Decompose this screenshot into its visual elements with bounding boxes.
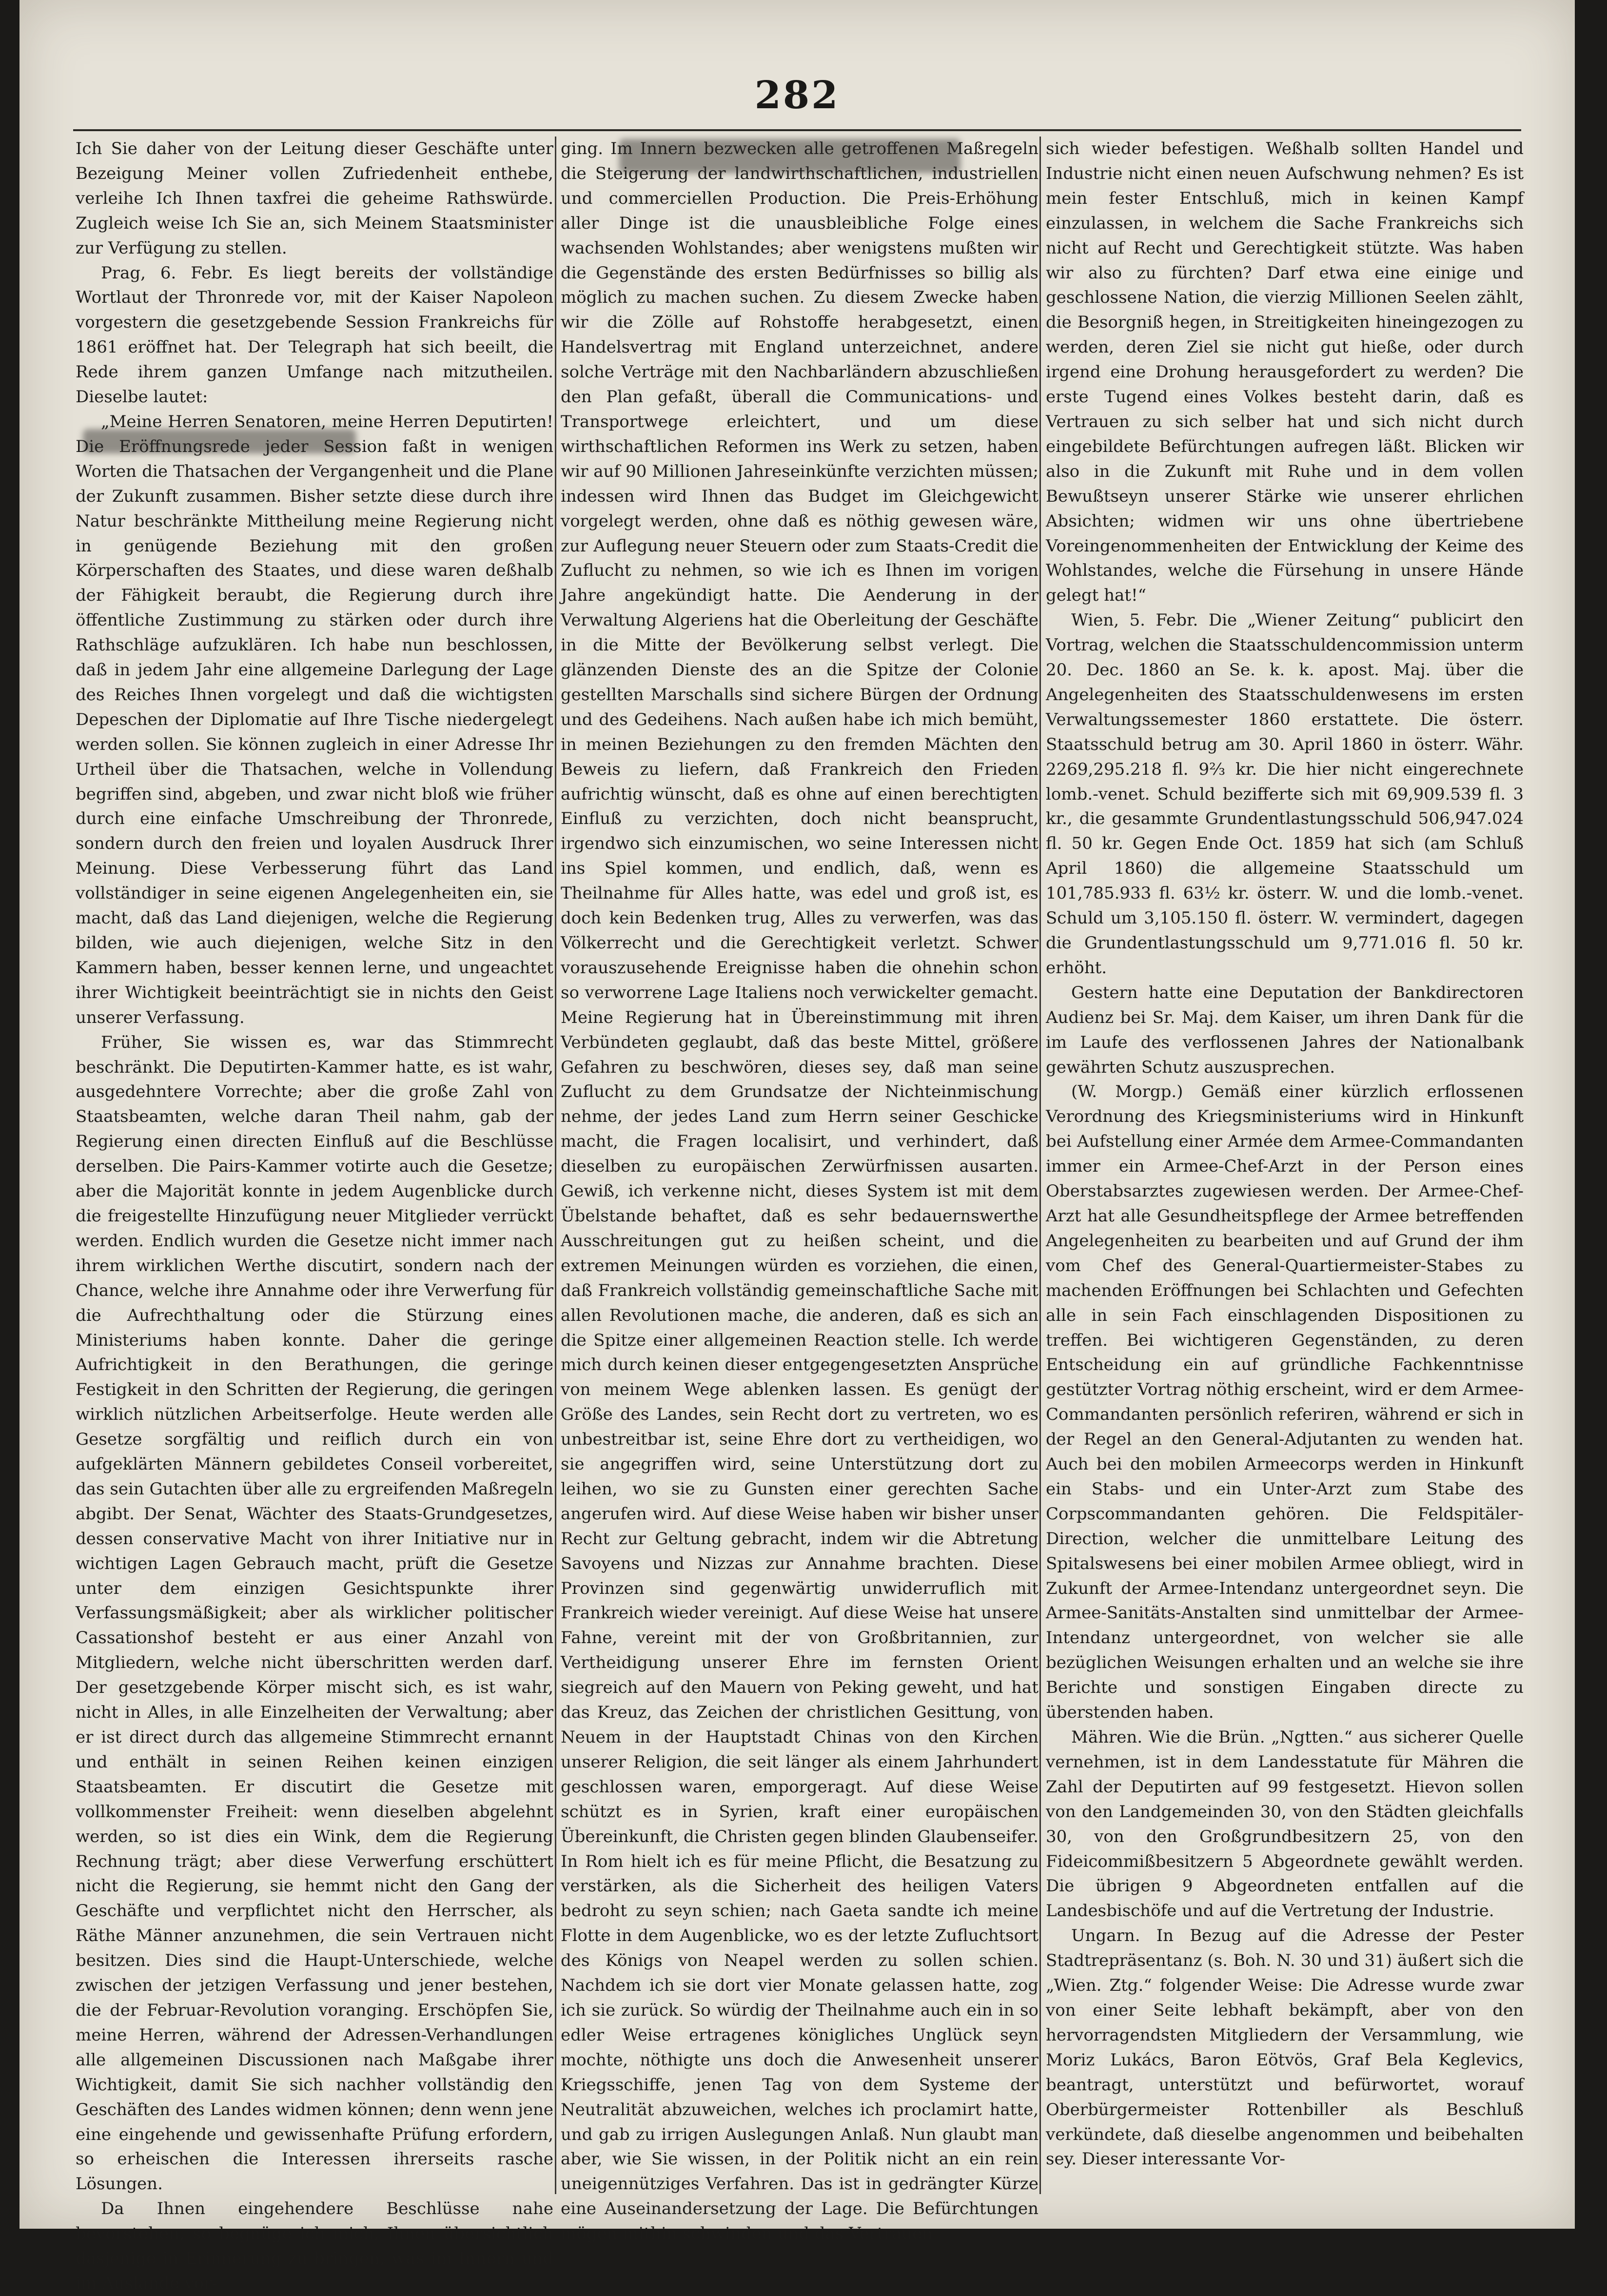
- paragraph: Prag, 6. Febr. Es liegt bereits der vollständige Wortlaut der Thronrede vor, mit der Kaiser Napoleon vorgestern die gesetzgebende Session Frankreichs für 1861 eröffnet hat. Der Telegraph hat sich beeilt, die Rede ihrem ganzen Umfange nach mitzutheilen. Dieselbe lautet:: [76, 263, 553, 407]
- paragraph: sich wieder befestigen. Weßhalb sollten Handel und Industrie nicht einen neuen Aufschwung nehmen? Es ist mein fester Entschluß, mich in keinen Kampf einzulassen, in welchem die Sache Frankreichs sich nicht auf Recht und Gerechtigkeit stützte. Was haben wir also zu fürchten? Darf etwa eine einige und geschlossene Nation, die vierzig Millionen Seelen zählt, die Besorgniß hegen, in Streitigkeiten hineingezogen zu werden, deren Ziel sie nicht gut hieße, oder durch irgend eine Drohung herausgefordert zu werden? Die erste Tugend eines Volkes besteht darin, daß es Vertrauen zu sich selber hat und sich nicht durch eingebildete Befürchtungen aufregen läßt. Blicken wir also in die Zukunft mit Ruhe und in dem vollen Bewußtseyn unserer Stärke wie unserer ehrlichen Absichten; widmen wir uns ohne übertriebene Voreingenommenheiten der Entwicklung der Keime des Wohlstandes, welche die Fürsehung in unsere Hände gelegt hat!“: [1046, 139, 1524, 606]
- paragraph: Mähren. Wie die Brün. „Ngtten.“ aus sicherer Quelle vernehmen, ist in dem Landesstatute für Mähren die Zahl der Deputirten auf 99 festgesetzt. Hievon sollen von den Landgemeinden 30, von den Städten gleichfalls 30, von den Großgrundbesitzern 25, von den Fideicommißbesitzern 5 Abgeordnete gewählt werden. Die übrigen 9 Abgeordneten entfallen auf die Landesbischöfe und auf die Vertretung der Industrie.: [1046, 1727, 1524, 1921]
- paragraph: Ungarn. In Bezug auf die Adresse der Pester Stadtrepräsentanz (s. Boh. N. 30 und 31) äußert sich die „Wien. Ztg.“ folgender Weise: Die Adresse wurde zwar von einer Seite lebhaft bekämpft, aber von den hervorragendsten Mitgliedern der Versammlung, wie Moriz Lukács, Baron Eötvös, Graf Bela Keglevics, beantragt, unterstützt und befürwortet, worauf Oberbürgermeister Rottenbiller als Beschluß verkündete, daß dieselbe angenommen und beibehalten sey. Dieser interessante Vor-: [1046, 1926, 1524, 2169]
- column-2: [561, 137, 1039, 2244]
- header-rule: [73, 129, 1521, 131]
- column-3: [1046, 137, 1524, 2199]
- paragraph: Ich Sie daher von der Leitung dieser Geschäfte unter Bezeigung Meiner vollen Zufriedenheit enthebe, verleihe Ich Ihnen taxfrei die geheime Rathswürde. Zugleich weise Ich Sie an, sich Meinem Staatsminister zur Verfügung zu stellen.: [76, 139, 553, 258]
- ink-smudge: [83, 429, 356, 453]
- paragraph: Früher, Sie wissen es, war das Stimmrecht beschränkt. Die Deputirten-Kammer hatte, es ist wahr, ausgedehntere Vorrechte; aber die große Zahl von Staatsbeamten, welche daran Theil nahm, gab der Regierung einen directen Einfluß auf die Beschlüsse derselben. Die Pairs-Kammer votirte auch die Gesetze; aber die Majorität konnte in jedem Augenblicke durch die freigestellte Hinzufügung neuer Mitglieder verrückt werden. Endlich wurden die Gesetze nicht immer nach ihrem wirklichen Werthe discutirt, sondern nach der Chance, welche ihre Annahme oder ihre Verwerfung für die Aufrechthaltung oder die Stürzung eines Ministeriums haben konnte. Daher die geringe Aufrichtigkeit in den Berathungen, die geringe Festigkeit in den Schritten der Regierung, die geringen wirklich nützlichen Arbeitserfolge. Heute werden alle Gesetze sorgfältig und reiflich durch ein von aufgeklärten Männern gebildetes Conseil vorbereitet, das sein Gutachten über alle zu ergreifenden Maßregeln abgibt. Der Senat, Wächter des Staats-Grundgesetzes, dessen conservative Macht von ihrer Initiative nur in wichtigen Lagen Gebrauch macht, prüft die Gesetze unter dem einzigen Gesichtspunkte ihrer Verfassungsmäßigkeit; aber als wirklicher politischer Cassationshof besteht er aus einer Anzahl von Mitgliedern, welche nicht überschritten werden darf. Der gesetzgebende Körper mischt sich, es ist wahr, nicht in Alles, in alle Einzelheiten der Verwaltung; aber er ist direct durch das allgemeine Stimmrecht ernannt und enthält in seinen Reihen keinen einzigen Staatsbeamten. Er discutirt die Gesetze mit vollkommenster Freiheit: wenn dieselben abgelehnt werden, so ist dies ein Wink, dem die Regierung Rechnung trägt; aber diese Verwerfung erschüttert nicht die Regierung, sie hemmt nicht den Gang der Geschäfte und verpflichtet nicht den Herrscher, als Räthe Männer anzunehmen, die sein Vertrauen nicht besitzen. Dies sind die Haupt-Unterschiede, welche zwischen der jetzigen Verfassung und jener bestehen, die der Februar-Revolution voranging. Erschöpfen Sie, meine Herren, während der Adressen-Verhandlungen alle allgemeinen Discussionen nach Maßgabe ihrer Wichtigkeit, damit Sie sich nachher vollständig den Geschäften des Landes widmen können; denn wenn jene eine eingehende und gewissenhafte Prüfung erfordern, so erheischen die Interessen ihrerseits rasche Lösungen.: [76, 1032, 553, 2194]
- paragraph: Da Ihnen eingehendere Beschlüsse nahe bevorstehen, so begnüge ich mich, Ihnen übersichtlich dasjenige in Erinnerung zu bringen, was im Innern und im Auslande vor-: [76, 2199, 553, 2293]
- newspaper-page: [20, 0, 1575, 2293]
- paragraph: (W. Morgp.) Gemäß einer kürzlich erflossenen Verordnung des Kriegsministeriums wird in Hinkunft bei Aufstellung einer Armée dem Armee-Commandanten immer ein Armee-Chef-Arzt in der Person eines Oberstabsarztes zugewiesen werden. Der Armee-Chef-Arzt hat alle Gesundheitspflege der Armee betreffenden Angelegenheiten zu bearbeiten und auf Grund der ihm vom Chef des General-Quartiermeister-Stabes zu machenden Eröffnungen bei Schlachten und Gefechten alle in sein Fach einschlagenden Dispositionen zu treffen. Bei wichtigeren Gegenständen, zu deren Entscheidung ein auf gründliche Fachkenntnisse gestützter Vortrag nöthig erscheint, wird er dem Armee-Commandanten persönlich referiren, während er sich in der Regel an den General-Adjutanten zu wenden hat. Auch bei den mobilen Armeecorps werden in Hinkunft ein Stabs- und ein Unter-Arzt zum Stabe des Corpscommandanten gehören. Die Feldspitäler-Direction, welcher die unmittelbare Leitung des Spitalswesens bei einer mobilen Armee obliegt, wird in Zukunft der Armee-Intendanz untergeordnet seyn. Die Armee-Sanitäts-Anstalten sind unmittelbar der Armee-Intendanz untergeordnet, von welcher sie alle bezüglichen Weisungen erhalten und an welche sie ihre Berichte und sonstigen Eingaben directe zu überstenden haben.: [1046, 1082, 1524, 1723]
- ink-smudge: [619, 139, 960, 173]
- paragraph: ging. Im Innern bezwecken alle getroffenen Maßregeln die Steigerung der landwirthschaftlichen, industriellen und commerciellen Production. Die Preis-Erhöhung aller Dinge ist die unausbleibliche Folge eines wachsenden Wohlstandes; aber wenigstens mußten wir die Gegenstände des ersten Bedürfnisses so billig als möglich zu machen suchen. Zu diesem Zwecke haben wir die Zölle auf Rohstoffe herabgesetzt, einen Handelsvertrag mit England unterzeichnet, andere solche Verträge mit den Nachbarländern abzuschließen den Plan gefaßt, überall die Communications- und Transportwege erleichtert, und um diese wirthschaftlichen Reformen ins Werk zu setzen, haben wir auf 90 Millionen Jahreseinkünfte verzichten müssen; indessen wird Ihnen das Budget im Gleichgewicht vorgelegt werden, ohne daß es nöthig gewesen wäre, zur Auflegung neuer Steuern oder zum Staats-Credit die Zuflucht zu nehmen, so wie ich es Ihnen im vorigen Jahre angekündigt hatte. Die Aenderung in der Verwaltung Algeriens hat die Oberleitung der Geschäfte in die Mitte der Bevölkerung selbst verlegt. Die glänzenden Dienste des an die Spitze der Colonie gestellten Marschalls sind sichere Bürgen der Ordnung und des Gedeihens. Nach außen habe ich mich bemüht, in meinen Beziehungen zu den fremden Mächten den Beweis zu liefern, daß Frankreich den Frieden aufrichtig wünscht, daß es ohne auf einen berechtigten Einfluß zu verzichten, doch nicht beansprucht, irgendwo sich einzumischen, wo seine Interessen nicht ins Spiel kommen, und endlich, daß, wenn es Theilnahme für Alles hatte, was edel und groß ist, es doch kein Bedenken trug, Alles zu verwerfen, was das Völkerrecht und die Gerechtigkeit verletzt. Schwer vorauszusehende Ereignisse haben die ohnehin schon so verworrene Lage Italiens noch verwickelter gemacht. Meine Regierung hat in Übereinstimmung mit ihren Verbündeten geglaubt, daß das beste Mittel, größere Gefahren zu beschwören, dieses sey, daß man seine Zuflucht zu dem Grundsatze der Nichteinmischung nehme, der jedes Land zum Herrn seiner Geschicke macht, die Fragen localisirt, und verhindert, daß dieselben zu europäischen Zerwürfnissen ausarten. Gewiß, ich verkenne nicht, dieses System ist mit dem Übelstande behaftet, daß es sehr bedauernswerthe Ausschreitungen gut zu heißen scheint, und die extremen Meinungen würden es vorziehen, die einen, daß Frankreich vollständig gemeinschaftliche Sache mit allen Revolutionen mache, die anderen, daß es sich an die Spitze einer allgemeinen Reaction stelle. Ich werde mich durch keinen dieser entgegengesetzten Ansprüche von meinem Wege ablenken lassen. Es genügt der Größe des Landes, sein Recht dort zu vertreten, wo es unbestreitbar ist, seine Ehre dort zu vertheidigen, wo sie angegriffen wird, seine Unterstützung dort zu leihen, wo sie zu Gunsten einer gerechten Sache angerufen wird. Auf diese Weise haben wir bisher unser Recht zur Geltung gebracht, indem wir die Abtretung Savoyens und Nizzas zur Annahme brachten. Diese Provinzen sind gegenwärtig unwiderruflich mit Frankreich wieder vereinigt. Auf diese Weise hat unsere Fahne, vereint mit der von Großbritannien, zur Vertheidigung unserer Ehre im fernsten Orient siegreich auf den Mauern von Peking geweht, und hat das Kreuz, das Zeichen der christlichen Gesittung, von Neuem in der Hauptstadt Chinas von den Kirchen unserer Religion, die seit länger als einem Jahrhundert geschlossen waren, emporgeragt. Auf diese Weise schützt es in Syrien, kraft einer europäischen Übereinkunft, die Christen gegen blinden Glaubenseifer. In Rom hielt ich es für meine Pflicht, die Besatzung zu verstärken, als die Sicherheit des heiligen Vaters bedroht zu seyn schien; nach Gaeta sandte ich meine Flotte in dem Augenblicke, wo es der letzte Zufluchtsort des Königs von Neapel werden zu sollen schien. Nachdem ich sie dort vier Monate gelassen hatte, zog ich sie zurück. So würdig der Theilnahme auch ein in so edler Weise ertragenes königliches Unglück seyn mochte, nöthigte uns doch die Anwesenheit unserer Kriegsschiffe, jenen Tag von dem Systeme der Neutralität abzuweichen, welches ich proclamirt hatte, und gab zu irrigen Auslegungen Anlaß. Nun glaubt man aber, wie Sie wissen, in der Politik nicht an ein rein uneigennütziges Verfahren. Das ist in gedrängter Kürze eine Auseinandersetzung der Lage. Die Befürchtungen mögen mithin schwinden und das Vertrauen: [561, 139, 1039, 2244]
- paragraph: Wien, 5. Febr. Die „Wiener Zeitung“ publicirt den Vortrag, welchen die Staatsschuldencommission unterm 20. Dec. 1860 an Se. k. k. apost. Maj. über die Angelegenheiten des Staatsschuldenwesens im ersten Verwaltungssemester 1860 erstattete. Die österr. Staatsschuld betrug am 30. April 1860 in österr. Währ. 2269,295.218 fl. 9⅔ kr. Die hier nicht eingerechnete lomb.-venet. Schuld bezifferte sich mit 69,909.539 fl. 3 kr., die gesammte Grundentlastungsschuld 506,947.024 fl. 50 kr. Gegen Ende Oct. 1859 hat sich (am Schluß April 1860) die allgemeine Staatsschuld um 101,785.933 fl. 63½ kr. österr. W. und die lomb.-venet. Schuld um 3,105.150 fl. österr. W. vermindert, dagegen die Grundentlastungsschuld um 9,771.016 fl. 50 kr. erhöht.: [1046, 610, 1524, 978]
- column-divider: [1039, 137, 1041, 2194]
- page-number: 282: [754, 73, 840, 118]
- paragraph: „Meine Herren Senatoren, meine Herren Deputirten! Die Eröffnungsrede jeder Session faßt in wenigen Worten die Thatsachen der Vergangenheit und die Plane der Zukunft zusammen. Bisher setzte diese durch ihre Natur beschränkte Mittheilung meine Regierung nicht in genügende Beziehung mit den großen Körperschaften des Staates, und diese waren deßhalb der Fähigkeit beraubt, die Regierung durch ihre öffentliche Zustimmung zu stärken oder durch ihre Rathschläge aufzuklären. Ich habe nun beschlossen, daß in jedem Jahr eine allgemeine Darlegung der Lage des Reiches Ihnen vorgelegt und daß die wichtigsten Depeschen der Diplomatie auf Ihre Tische niedergelegt werden sollen. Sie können zugleich in einer Adresse Ihr Urtheil über die Thatsachen, welche in Vollendung begriffen sind, abgeben, und zwar nicht bloß wie früher durch eine einfache Umschreibung der Thronrede, sondern durch den freien und loyalen Ausdruck Ihrer Meinung. Diese Verbesserung führt das Land vollständiger in seine eigenen Angelegenheiten ein, sie macht, daß das Land diejenigen, welche die Regierung bilden, wie auch diejenigen, welche Sitz in den Kammern haben, besser kennen lerne, und ungeachtet ihrer Wichtigkeit beeinträchtigt sie in nichts den Geist unserer Verfassung.: [76, 412, 553, 1027]
- paragraph: Gestern hatte eine Deputation der Bankdirectoren Audienz bei Sr. Maj. dem Kaiser, um ihren Dank für die im Laufe des verflossenen Jahres der Nationalbank gewährten Schutz auszusprechen.: [1046, 982, 1524, 1077]
- column-divider: [555, 137, 556, 2194]
